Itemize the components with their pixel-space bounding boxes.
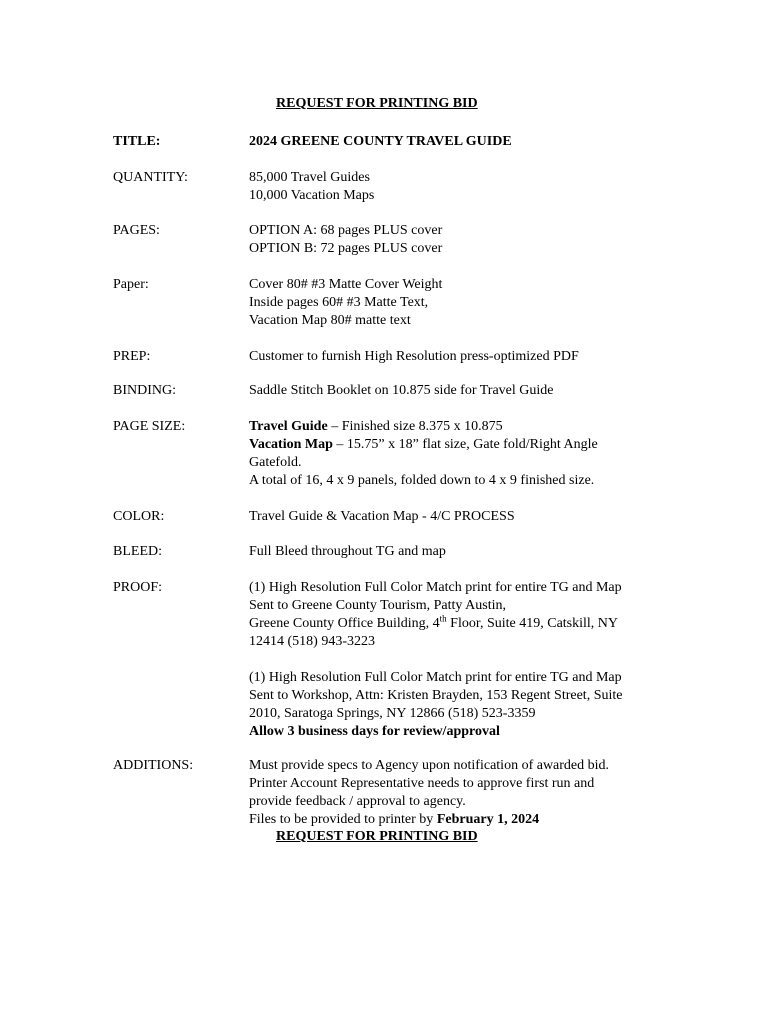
- page-size-row: [113, 418, 673, 490]
- quantity-line: 10,000 Vacation Maps: [249, 188, 375, 203]
- proof-line: Sent to Greene County Tourism, Patty Austin,: [249, 598, 506, 613]
- page-size-value: [249, 418, 673, 490]
- title-row: [113, 133, 673, 151]
- additions-line: provide feedback / approval to agency.: [249, 794, 466, 809]
- paper-row: [113, 276, 673, 330]
- binding-label: BINDING:: [113, 383, 176, 398]
- prep-value: Customer to furnish High Resolution press-optimized PDF: [249, 349, 579, 364]
- proof-row: [113, 579, 673, 741]
- proof-address-line: [249, 615, 673, 633]
- additions-value: [249, 757, 673, 829]
- travel-guide-size-text: – Finished size 8.375 x 10.875: [327, 419, 503, 434]
- proof-address-post: Floor, Suite 419, Catskill, NY: [446, 616, 619, 631]
- proof-spacer: [249, 651, 673, 669]
- vacation-map-size-line: [249, 436, 673, 454]
- page-size-label: PAGE SIZE:: [113, 419, 186, 434]
- color-label: COLOR:: [113, 509, 165, 524]
- pages-value: [249, 222, 673, 258]
- bleed-row: [113, 543, 673, 561]
- proof-line: 2010, Saratoga Springs, NY 12866 (518) 523-3359: [249, 706, 536, 721]
- quantity-line: 85,000 Travel Guides: [249, 170, 370, 185]
- proof-line: Sent to Workshop, Attn: Kristen Brayden, 153 Regent Street, Suite: [249, 688, 623, 703]
- prep-row: [113, 348, 673, 366]
- paper-line: Cover 80# #3 Matte Cover Weight: [249, 277, 443, 292]
- quantity-label: QUANTITY:: [113, 170, 188, 185]
- paper-value: [249, 276, 673, 330]
- proof-approval-note: Allow 3 business days for review/approval: [249, 724, 500, 739]
- document-footer-heading: REQUEST FOR PRINTING BID: [276, 829, 478, 844]
- paper-label: Paper:: [113, 277, 149, 292]
- vacation-map-size-label: Vacation Map: [249, 437, 333, 452]
- travel-guide-size-line: [249, 418, 673, 436]
- pages-label: PAGES:: [113, 223, 160, 238]
- color-row: [113, 508, 673, 526]
- additions-row: [113, 757, 673, 829]
- proof-address-pre: Greene County Office Building, 4: [249, 616, 440, 631]
- bleed-label: BLEED:: [113, 544, 162, 559]
- additions-label: ADDITIONS:: [113, 758, 194, 773]
- additions-line: Must provide specs to Agency upon notification of awarded bid.: [249, 758, 610, 773]
- pages-line: OPTION A: 68 pages PLUS cover: [249, 223, 443, 238]
- proof-line: (1) High Resolution Full Color Match print for entire TG and Map: [249, 670, 622, 685]
- pages-row: [113, 222, 673, 258]
- vacation-map-size-text: – 15.75” x 18” flat size, Gate fold/Right Angle: [332, 437, 598, 452]
- quantity-row: [113, 169, 673, 205]
- prep-label: PREP:: [113, 349, 151, 364]
- binding-row: [113, 382, 673, 400]
- title-value: 2024 GREENE COUNTY TRAVEL GUIDE: [249, 134, 512, 149]
- color-value: Travel Guide & Vacation Map - 4/C PROCESS: [249, 509, 515, 524]
- title-label: TITLE:: [113, 134, 161, 149]
- paper-line: Vacation Map 80# matte text: [249, 313, 411, 328]
- additions-deadline-line: [249, 811, 673, 829]
- additions-deadline-date: February 1, 2024: [436, 812, 540, 827]
- document-heading: REQUEST FOR PRINTING BID: [276, 96, 478, 111]
- paper-line: Inside pages 60# #3 Matte Text,: [249, 295, 429, 310]
- additions-deadline-pre: Files to be provided to printer by: [249, 812, 437, 827]
- additions-line: Printer Account Representative needs to approve first run and: [249, 776, 595, 791]
- proof-address-sup: th: [439, 613, 447, 624]
- proof-line: 12414 (518) 943-3223: [249, 634, 375, 649]
- page-size-line: Gatefold.: [249, 455, 302, 470]
- proof-label: PROOF:: [113, 580, 163, 595]
- bleed-value: Full Bleed throughout TG and map: [249, 544, 446, 559]
- travel-guide-size-label: Travel Guide: [249, 419, 328, 434]
- page-size-line: A total of 16, 4 x 9 panels, folded down to 4 x 9 finished size.: [249, 473, 595, 488]
- pages-line: OPTION B: 72 pages PLUS cover: [249, 241, 443, 256]
- binding-value: Saddle Stitch Booklet on 10.875 side for Travel Guide: [249, 383, 554, 398]
- proof-line: (1) High Resolution Full Color Match print for entire TG and Map: [249, 580, 622, 595]
- proof-value: [249, 579, 673, 741]
- quantity-value: [249, 169, 673, 205]
